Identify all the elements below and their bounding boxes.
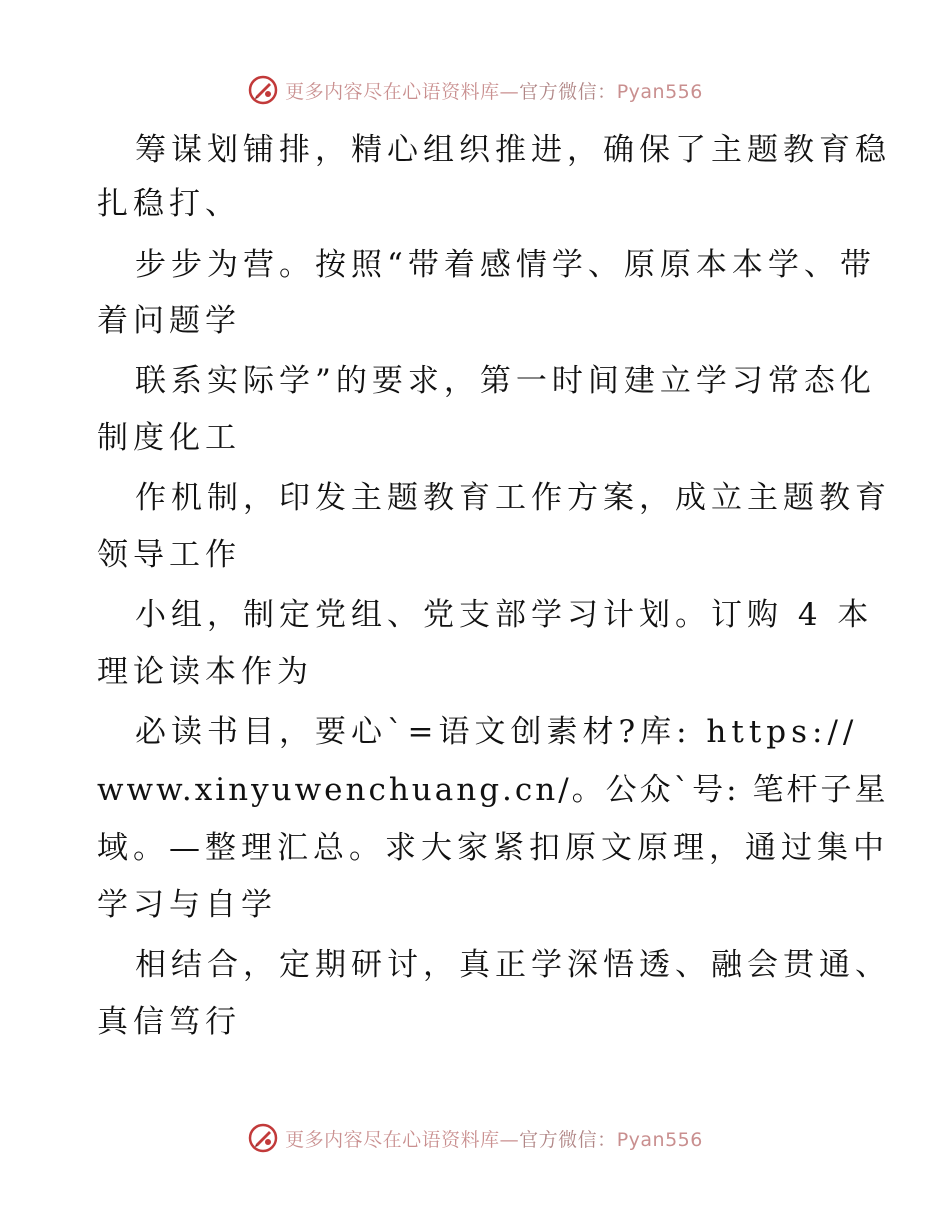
body-line: www.xinyuwenchuang.cn/。公众`号: 笔杆子星 — [97, 772, 889, 808]
body-line: 小组，制定党组、党支部学习计划。订购 4 本 — [135, 597, 874, 633]
banner-title: 更多内容尽在心语资料库 — [285, 1128, 500, 1151]
body-line: 理论读本作为 — [97, 654, 313, 690]
body-line: 学习与自学 — [97, 887, 277, 923]
body-line: 着问题学 — [97, 303, 241, 339]
banner-account: Pyan556 — [616, 1128, 703, 1151]
banner-official-label: 官方微信： — [519, 1128, 617, 1151]
footer-banner — [0, 1118, 950, 1158]
body-line: 步步为营。按照“带着感情学、原原本本学、带 — [135, 247, 876, 283]
banner-account: Pyan556 — [616, 80, 703, 103]
body-line: 制度化工 — [97, 420, 241, 456]
body-line: 联系实际学”的要求，第一时间建立学习常态化 — [135, 363, 876, 399]
quill-logo-icon — [247, 1122, 279, 1154]
quill-logo-icon — [247, 74, 279, 106]
banner-official-label: 官方微信： — [519, 80, 617, 103]
body-line: 必读书目，要心`=语文创素材?库: https:// — [135, 714, 859, 750]
header-banner — [0, 70, 950, 110]
body-line: 扎稳打、 — [97, 186, 241, 222]
body-line: 作机制，印发主题教育工作方案，成立主题教育 — [135, 480, 891, 516]
body-line: 域。—整理汇总。求大家紧扣原文原理，通过集中 — [97, 830, 889, 866]
banner-dash: — — [499, 1128, 520, 1151]
body-line: 相结合，定期研讨，真正学深悟透、融会贯通、 — [135, 947, 891, 983]
body-line: 真信笃行 — [97, 1004, 241, 1040]
banner-dash: — — [499, 80, 520, 103]
body-line: 领导工作 — [97, 537, 241, 573]
body-line: 筹谋划铺排，精心组织推进，确保了主题教育稳 — [135, 132, 891, 168]
banner-title: 更多内容尽在心语资料库 — [285, 80, 500, 103]
